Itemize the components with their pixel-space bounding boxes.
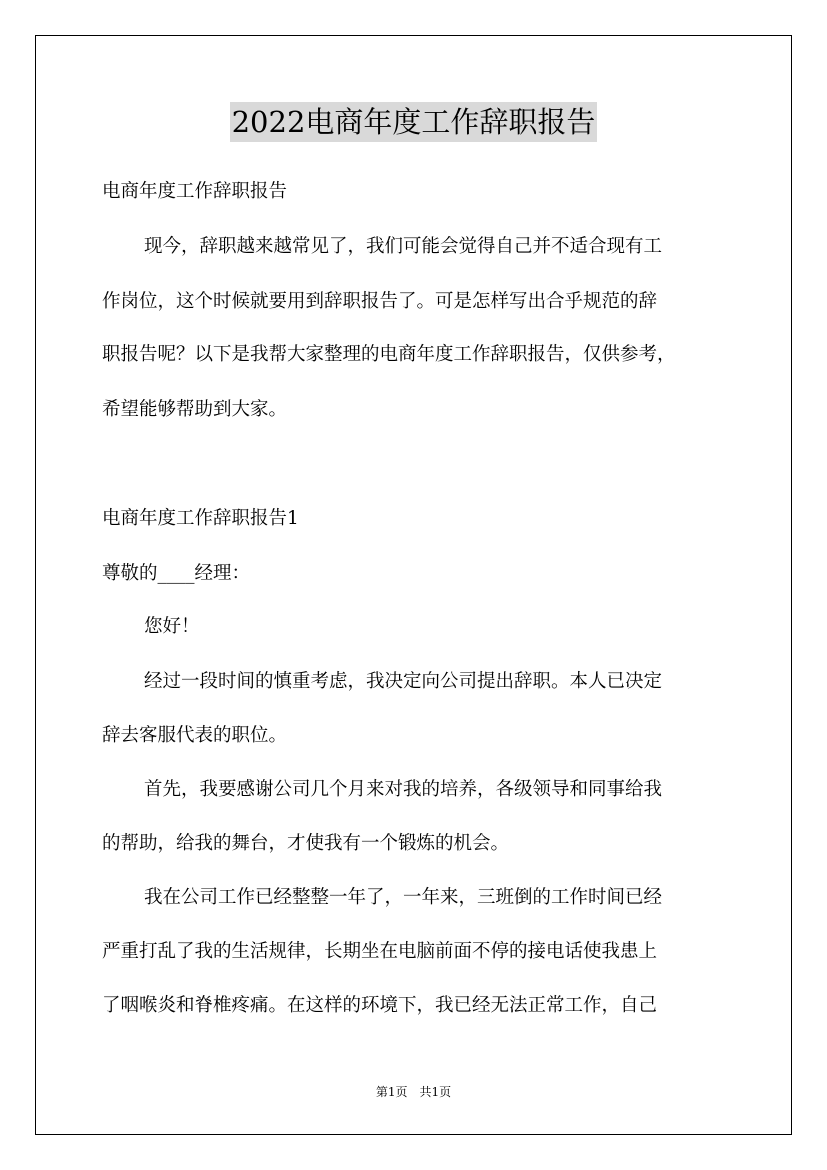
paragraph-line: 的帮助，给我的舞台，才使我有一个锻炼的机会。 xyxy=(102,833,510,854)
subtitle-line: 电商年度工作辞职报告 xyxy=(102,181,288,202)
paragraph-line: 了咽喉炎和脊椎疼痛。在这样的环境下，我已经无法正常工作，自己 xyxy=(102,995,658,1016)
section-heading: 电商年度工作辞职报告1 xyxy=(102,508,299,529)
paragraph-line: 辞去客服代表的职位。 xyxy=(102,725,288,746)
paragraph-line: 严重打乱了我的生活规律，长期坐在电脑前面不停的接电话使我患上 xyxy=(102,941,658,962)
paragraph-line: 现今，辞职越来越常见了，我们可能会觉得自己并不适合现有工 xyxy=(144,236,663,257)
paragraph-line: 我在公司工作已经整整一年了，一年来，三班倒的工作时间已经 xyxy=(144,887,663,908)
paragraph-line: 作岗位，这个时候就要用到辞职报告了。可是怎样写出合乎规范的辞 xyxy=(102,291,658,312)
salutation-line: 尊敬的____经理： xyxy=(102,563,251,584)
page-count: 共1页 xyxy=(419,1085,452,1099)
greeting-line: 您好！ xyxy=(144,616,200,637)
document-title: 2022电商年度工作辞职报告 xyxy=(230,102,598,142)
page-number: 第1页 xyxy=(375,1085,408,1099)
page-footer xyxy=(0,1083,827,1100)
paragraph-line: 首先，我要感谢公司几个月来对我的培养，各级领导和同事给我 xyxy=(144,779,663,800)
paragraph-line: 职报告呢？以下是我帮大家整理的电商年度工作辞职报告，仅供参考， xyxy=(102,344,676,365)
paragraph-line: 希望能够帮助到大家。 xyxy=(102,399,288,420)
paragraph-line: 经过一段时间的慎重考虑，我决定向公司提出辞职。本人已决定 xyxy=(144,671,663,692)
title-container xyxy=(0,102,827,142)
